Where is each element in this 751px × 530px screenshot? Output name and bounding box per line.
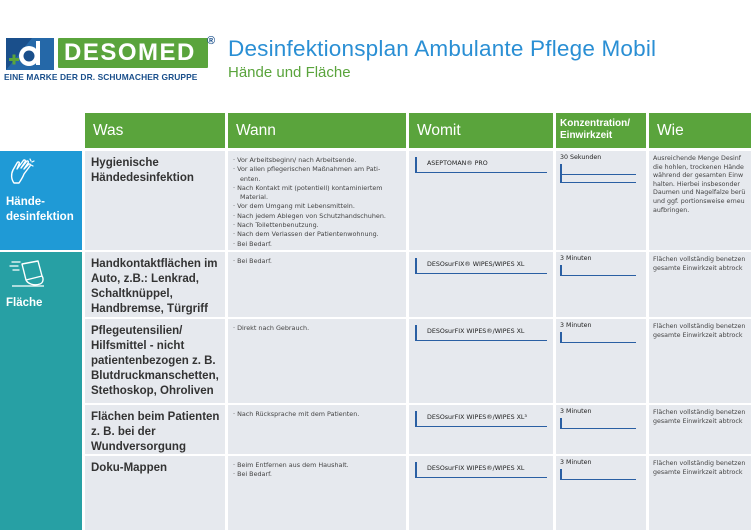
row-wie-text: Flächen vollständig benetzen gesamte Einwirkzeit abtrock (653, 256, 746, 272)
column-header-wann-label: Wann (236, 122, 276, 139)
cell-was (85, 405, 225, 454)
concentration-value: 3 Minuten (560, 408, 592, 415)
concentration-value: 3 Minuten (560, 459, 592, 466)
cell-womit (409, 151, 553, 250)
cell-wie (649, 456, 751, 530)
column-header-was-label: Was (93, 122, 124, 139)
category-haendedesinfektion (0, 151, 82, 250)
wann-item: · Vor Arbeitsbeginn/ nach Arbeitsende. (233, 156, 357, 164)
page-title: Desinfektionsplan Ambulante Pflege Mobil (228, 36, 657, 61)
brand-tagline: EINE MARKE DER DR. SCHUMACHER GRUPPE (4, 72, 198, 82)
concentration-value: 30 Sekunden (560, 154, 602, 161)
concentration-field[interactable] (560, 469, 636, 480)
wann-item: · Nach Rücksprache mit dem Patienten. (233, 410, 360, 418)
cell-was (85, 456, 225, 530)
brand-name: DESOMED (58, 38, 208, 68)
concentration-value: 3 Minuten (560, 255, 592, 262)
table-row (85, 405, 751, 454)
cell-konzentration (556, 252, 646, 317)
cell-wann (228, 319, 406, 403)
product-name: DESOsurFIX WIPES®/WIPES XL (427, 328, 525, 335)
table-row (85, 151, 751, 250)
row-wie-text: Ausreichende Menge Desinf die hohlen, trockenen Hände während der gesamten Einw halten. Hierbei insbesonder Daumen und Nagelfalze berü und ggf. portionsweise erneu aufbringen. (653, 155, 746, 214)
wann-item: · Vor dem Umgang mit Lebensmitteln. (233, 202, 355, 211)
cell-konzentration (556, 319, 646, 403)
row-was-text: Flächen beim Patienten z. B. bei der Wundversorgung (91, 411, 220, 453)
column-header-konzentration-label: Konzentration/ Einwirkzeit (560, 118, 630, 141)
wann-item: · Beim Entfernen aus dem Haushalt. (233, 461, 349, 469)
row-was-text: Handkontaktflächen im Auto, z.B.: Lenkrad, Schaltknüppel, Handbremse, Türgriff (91, 258, 218, 315)
column-header-womit-label: Womit (417, 122, 461, 139)
cell-wie (649, 319, 751, 403)
wann-item: · Nach dem Verlassen der Patientenwohnung. (233, 230, 379, 239)
desomed-logo (4, 35, 219, 86)
product-field[interactable] (415, 157, 547, 173)
cell-wie (649, 405, 751, 454)
product-field[interactable] (415, 462, 547, 478)
wann-item: · Nach jedem Ablegen von Schutzhandschuhen. (233, 211, 386, 220)
wann-item: · Nach Kontakt mit (potentiell) kontaminiertem Material. (233, 183, 383, 202)
cell-konzentration (556, 456, 646, 530)
column-header-wie (649, 113, 751, 148)
product-name: ASEPTOMAN® PRO (427, 160, 488, 167)
cell-wann (228, 405, 406, 454)
product-name: DESOsurFIX® WIPES/WIPES XL (427, 261, 525, 268)
registered-mark: ® (207, 35, 216, 47)
row-was-text: Hygienische Händedesinfektion (91, 157, 194, 184)
row-was-text: Doku-Mappen (91, 462, 168, 474)
table-row (85, 456, 751, 530)
cell-wie (649, 151, 751, 250)
hand-disinfection-icon (8, 157, 38, 185)
desomed-logo-mark-icon (4, 38, 56, 70)
product-name: DESOsurFIX WIPES®/WIPES XL (427, 465, 525, 472)
row-wann-list (233, 324, 403, 333)
column-header-was (85, 113, 225, 148)
column-header-womit (409, 113, 553, 148)
cell-wann (228, 252, 406, 317)
wann-item: · Vor allen pflegerischen Maßnahmen am Pati- enten. (233, 165, 381, 183)
wann-item: · Direkt nach Gebrauch. (233, 324, 310, 332)
cell-wie (649, 252, 751, 317)
cell-wann (228, 151, 406, 250)
row-wie-text: Flächen vollständig benetzen gesamte Einwirkzeit abtrock (653, 323, 746, 339)
cell-womit (409, 252, 553, 317)
concentration-field[interactable] (560, 265, 636, 276)
table-row (85, 319, 751, 403)
row-wie-text: Flächen vollständig benetzen gesamte Einwirkzeit abtrock (653, 460, 746, 476)
row-wie-text: Flächen vollständig benetzen gesamte Einwirkzeit abtrock (653, 409, 746, 425)
concentration-field-extra[interactable] (560, 175, 636, 183)
cell-was (85, 319, 225, 403)
category-label: Hände- desinfektion (6, 196, 74, 223)
product-name: DESOsurFIX WIPES®/WIPES XL³ (427, 414, 527, 421)
cell-konzentration (556, 151, 646, 250)
cell-womit (409, 456, 553, 530)
wann-item: · Bei Bedarf. (233, 239, 272, 248)
column-header-konzentration (556, 113, 646, 148)
wann-item: · Bei Bedarf. (233, 470, 272, 479)
column-header-wie-label: Wie (657, 122, 684, 139)
row-wann-list (233, 257, 403, 266)
concentration-field[interactable] (560, 164, 636, 175)
concentration-value: 3 Minuten (560, 322, 592, 329)
cell-was (85, 252, 225, 317)
product-field[interactable] (415, 325, 547, 341)
cell-was (85, 151, 225, 250)
cell-konzentration (556, 405, 646, 454)
cell-womit (409, 319, 553, 403)
category-flaeche (0, 252, 82, 530)
concentration-field[interactable] (560, 332, 636, 343)
row-wann-list (233, 410, 403, 419)
wann-item: · Nach Toilettenbenutzung. (233, 221, 319, 230)
row-was-text: Pflegeutensilien/ Hilfsmittel - nicht patientenbezogen z. B. Blutdruckmanschetten, Stethoskop, Ohroliven (91, 325, 219, 397)
product-field[interactable] (415, 258, 547, 274)
product-field[interactable] (415, 411, 547, 427)
column-header-wann (228, 113, 406, 148)
row-wann-list (233, 461, 403, 480)
cell-womit (409, 405, 553, 454)
concentration-field[interactable] (560, 418, 636, 429)
row-wann-list (233, 156, 403, 249)
page-subtitle: Hände und Fläche (228, 64, 351, 81)
table-row (85, 252, 751, 317)
category-label: Fläche (6, 297, 43, 309)
disinfection-plan-table (0, 113, 751, 530)
wann-item: · Bei Bedarf. (233, 257, 272, 265)
cell-wann (228, 456, 406, 530)
surface-wiping-icon (8, 258, 48, 290)
